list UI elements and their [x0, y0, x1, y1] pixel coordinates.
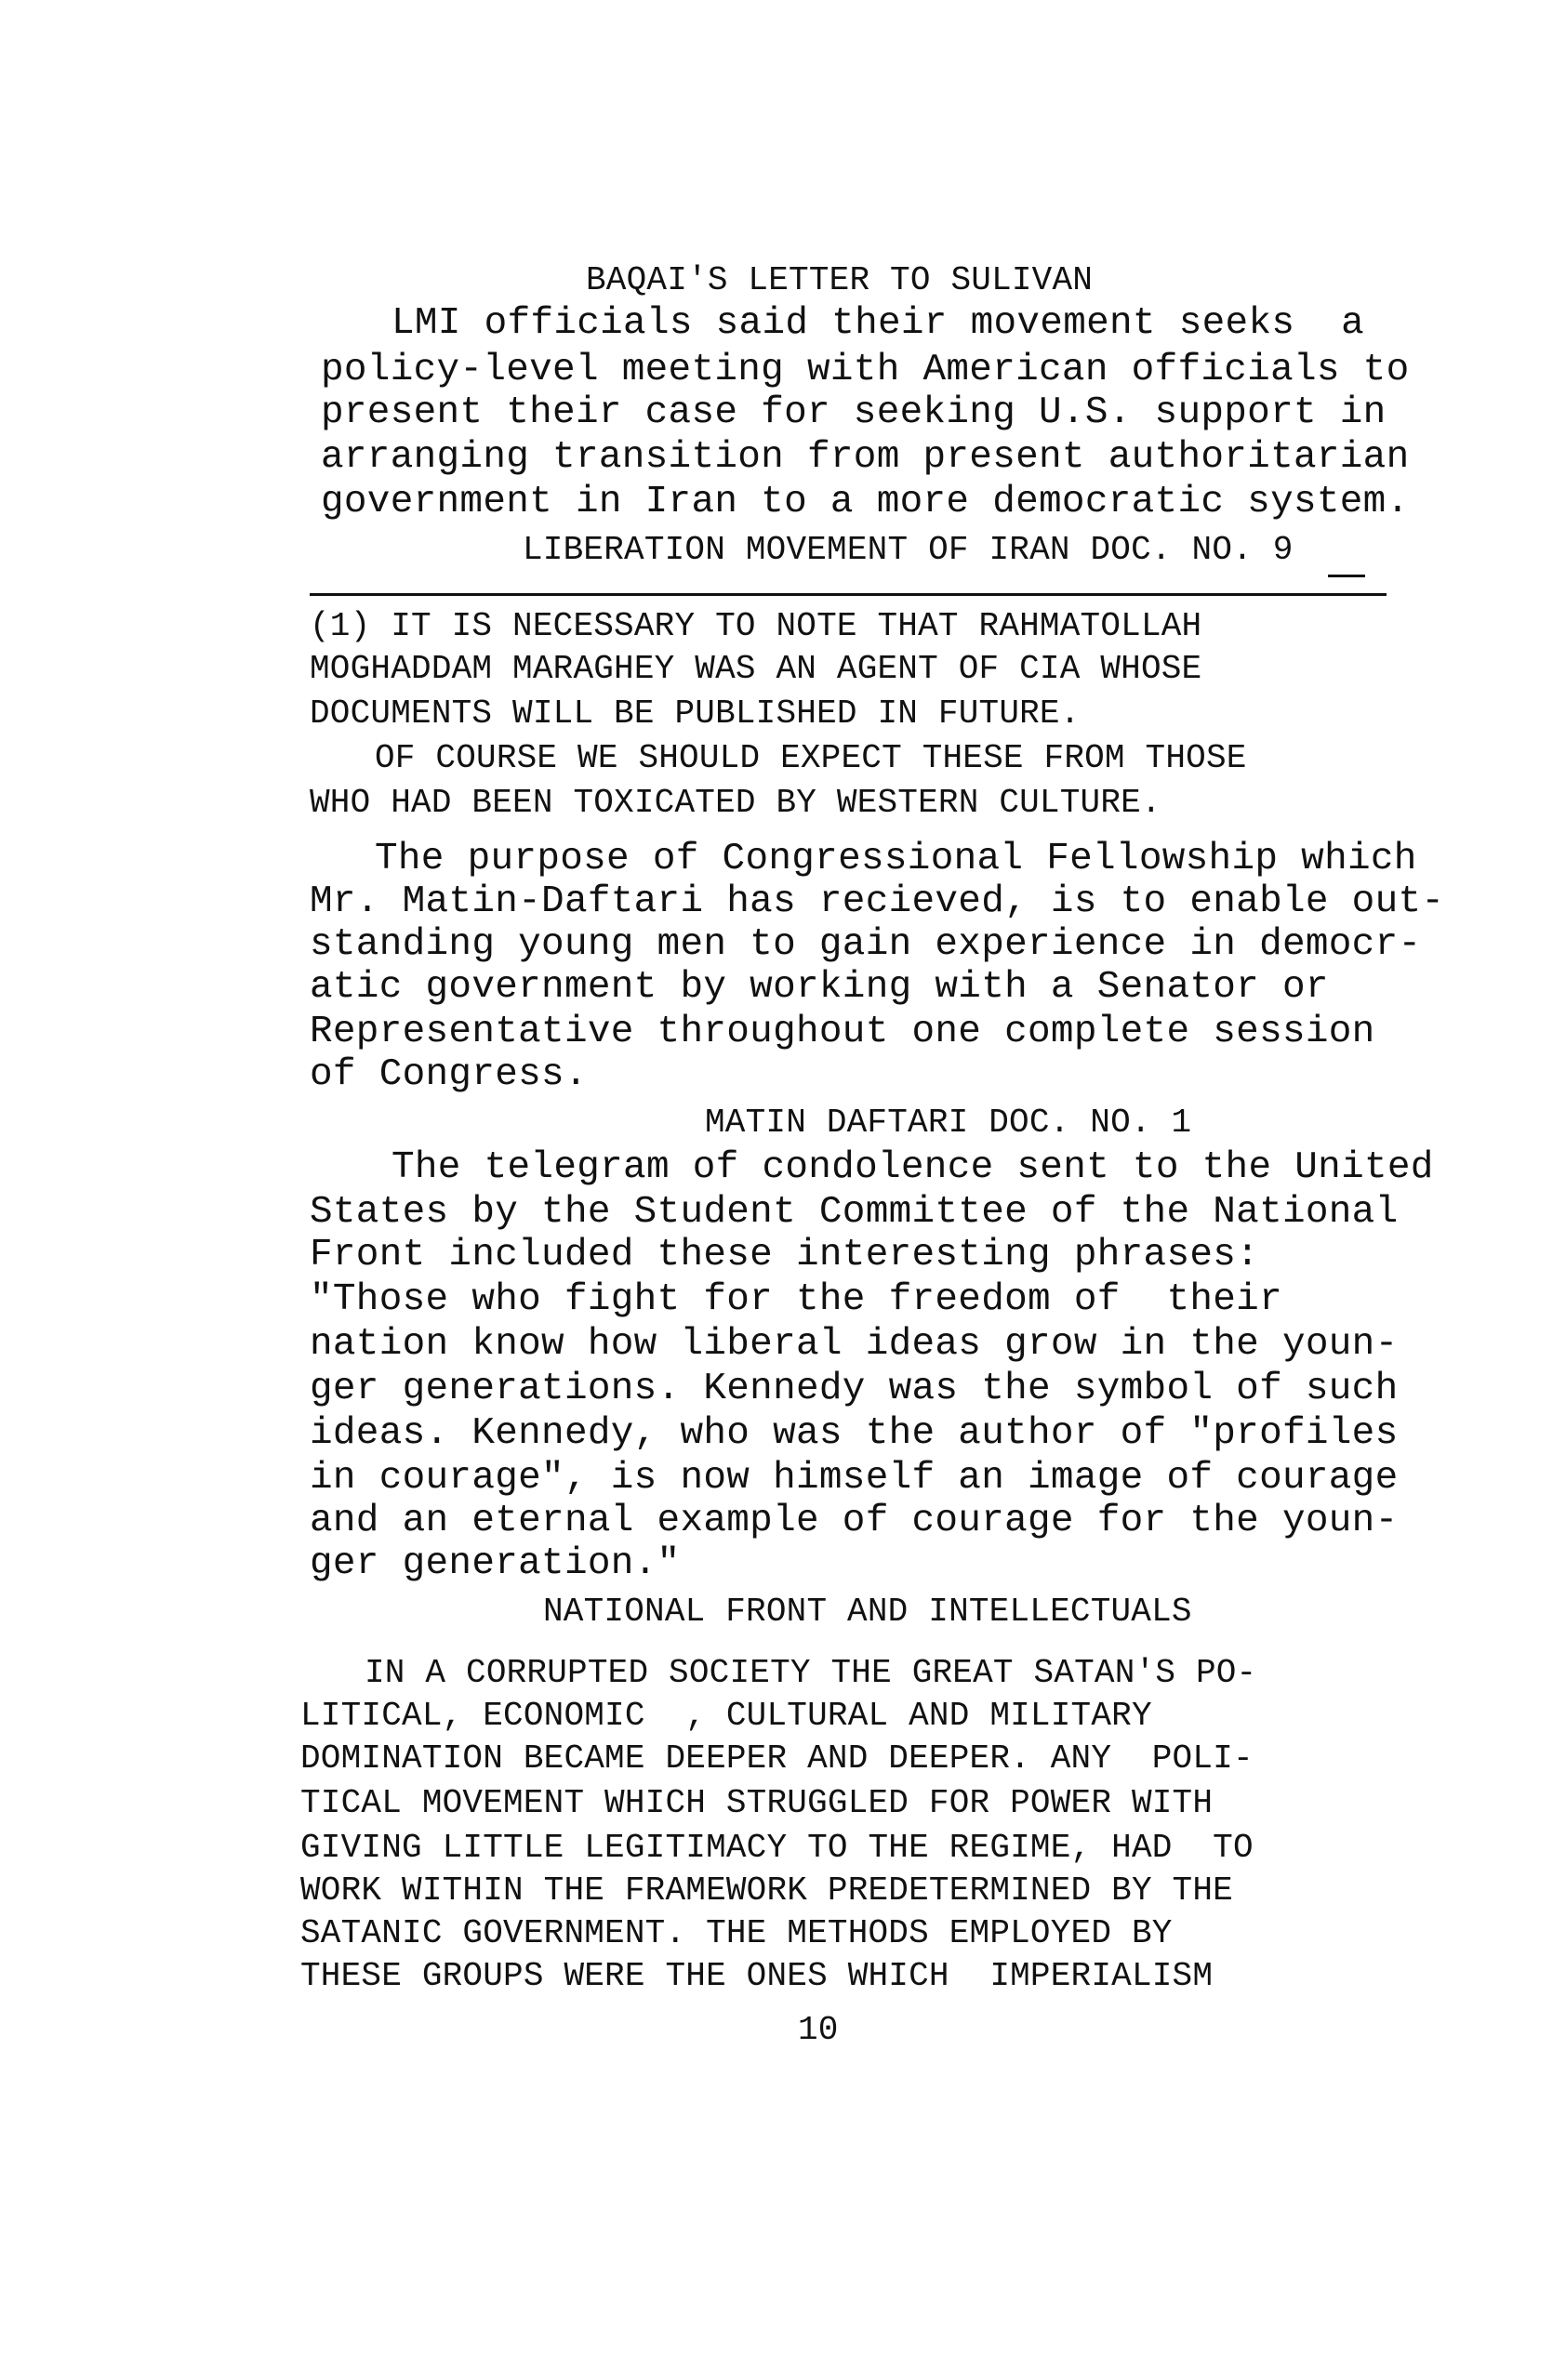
body-caps-line: SATANIC GOVERNMENT. THE METHODS EMPLOYED BY [300, 1914, 1173, 1952]
body-line: arranging transition from present authoritarian [321, 436, 1410, 479]
body-caps-line: WORK WITHIN THE FRAMEWORK PREDETERMINED BY THE [300, 1871, 1233, 1910]
source-citation: NATIONAL FRONT AND INTELLECTUALS [543, 1593, 1192, 1631]
body-line: Representative throughout one complete session [310, 1011, 1375, 1053]
body-line: atic government by working with a Senator or [310, 966, 1329, 1009]
body-line: of Congress. [310, 1053, 588, 1096]
footnote-divider [310, 593, 1387, 596]
body-line: ger generations. Kennedy was the symbol of such [310, 1368, 1399, 1410]
body-line: States by the Student Committee of the National [310, 1191, 1399, 1234]
body-line: "Those who fight for the freedom of their [310, 1278, 1282, 1321]
body-line: Front included these interesting phrases: [310, 1234, 1260, 1276]
citation-underline [1328, 575, 1365, 577]
body-line: The purpose of Congressional Fellowship which [375, 838, 1417, 880]
body-caps-line: TICAL MOVEMENT WHICH STRUGGLED FOR POWER WITH [300, 1784, 1214, 1822]
body-caps-line: DOMINATION BECAME DEEPER AND DEEPER. ANY POLI- [300, 1739, 1254, 1778]
body-line: government in Iran to a more democratic system. [321, 481, 1410, 523]
footnote-line: (1) IT IS NECESSARY TO NOTE THAT RAHMATOLLAH [310, 607, 1202, 645]
body-line: in courage", is now himself an image of courage [310, 1457, 1399, 1500]
footnote-line: WHO HAD BEEN TOXICATED BY WESTERN CULTURE. [310, 784, 1161, 822]
source-citation: LIBERATION MOVEMENT OF IRAN DOC. NO. 9 [523, 531, 1294, 569]
footnote-line: MOGHADDAM MARAGHEY WAS AN AGENT OF CIA WHOSE [310, 650, 1202, 688]
body-line: standing young men to gain experience in democr- [310, 923, 1422, 966]
page-number: 10 [798, 2011, 839, 2049]
footnote-line: OF COURSE WE SHOULD EXPECT THESE FROM THOSE [375, 739, 1247, 777]
body-caps-line: LITICAL, ECONOMIC , CULTURAL AND MILITARY [300, 1697, 1152, 1735]
body-caps-line: IN A CORRUPTED SOCIETY THE GREAT SATAN'S PO- [365, 1654, 1257, 1692]
body-caps-line: THESE GROUPS WERE THE ONES WHICH IMPERIALISM [300, 1957, 1214, 1995]
body-line: ger generation." [310, 1542, 681, 1585]
body-line: ideas. Kennedy, who was the author of "profiles [310, 1412, 1399, 1455]
body-line: The telegram of condolence sent to the United [392, 1146, 1434, 1189]
body-line: nation know how liberal ideas grow in the youn- [310, 1323, 1399, 1366]
body-line: Mr. Matin-Daftari has recieved, is to enable out- [310, 880, 1445, 923]
body-line: LMI officials said their movement seeks a [392, 302, 1364, 345]
body-line: policy-level meeting with American officials to [321, 349, 1410, 391]
section-heading: BAQAI'S LETTER TO SULIVAN [586, 261, 1094, 299]
body-caps-line: GIVING LITTLE LEGITIMACY TO THE REGIME, HAD TO [300, 1829, 1254, 1867]
body-line: and an eternal example of courage for the youn- [310, 1500, 1399, 1542]
source-citation: MATIN DAFTARI DOC. NO. 1 [705, 1104, 1192, 1142]
body-line: present their case for seeking U.S. support in [321, 391, 1387, 434]
footnote-line: DOCUMENTS WILL BE PUBLISHED IN FUTURE. [310, 694, 1081, 733]
